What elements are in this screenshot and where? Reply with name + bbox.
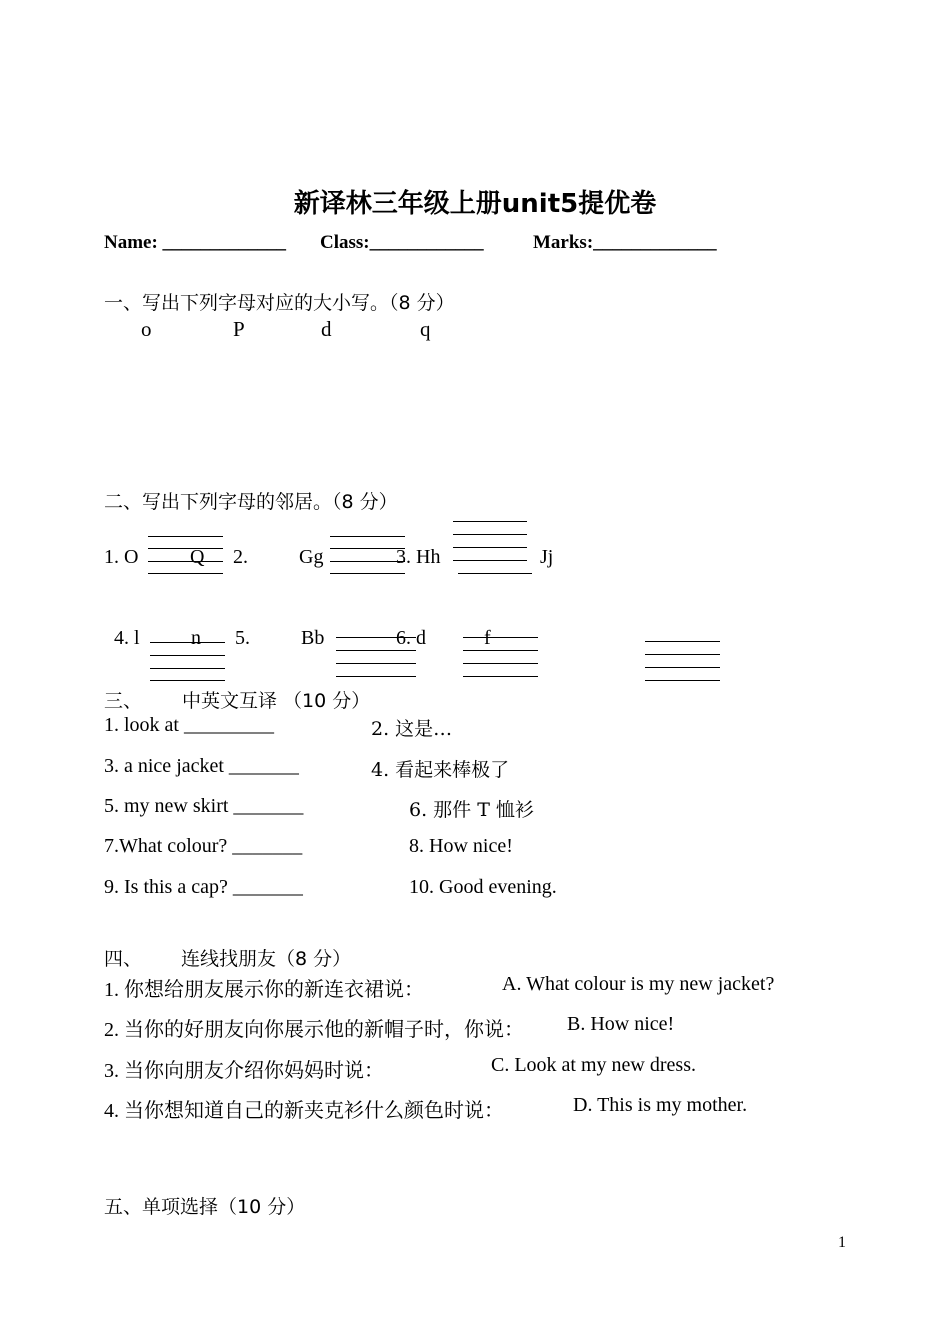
section3-heading-prefix: 三、 <box>104 690 143 712</box>
blank-line <box>330 548 405 549</box>
blank-line <box>336 676 416 677</box>
match-right-item: D. This is my mother. <box>573 1094 748 1116</box>
translation-item: 7.What colour? _______ <box>104 835 303 857</box>
blank-line <box>330 561 405 562</box>
blank-line <box>150 642 225 643</box>
section4-heading-prefix: 四、 <box>104 948 143 970</box>
neighbor-given-letter: f <box>484 627 491 649</box>
blank-line <box>150 668 225 669</box>
section1-letter: d <box>321 317 332 341</box>
marks-field-label: Marks:_____________ <box>533 232 717 253</box>
blank-line <box>330 536 405 537</box>
section1-heading: 一、写出下列字母对应的大小写。（8 分） <box>104 292 455 314</box>
blank-line <box>645 641 720 642</box>
section2-heading: 二、写出下列字母的邻居。（8 分） <box>104 491 398 513</box>
blank-line <box>453 547 527 548</box>
translation-item: 5. my new skirt _______ <box>104 795 304 817</box>
blank-line <box>148 548 223 549</box>
name-field-label: Name: _____________ <box>104 232 287 253</box>
section1-letter: P <box>233 317 245 341</box>
neighbor-given-letter: Jj <box>540 546 554 568</box>
match-left-item: 1. 你想给朋友展示你的新连衣裙说： <box>104 979 424 1001</box>
page-number: 1 <box>838 1234 846 1251</box>
section1-letter: o <box>141 317 152 341</box>
translation-item: 9. Is this a cap? _______ <box>104 876 303 898</box>
neighbor-given-letter: n <box>191 627 201 649</box>
translation-item: 6. 那件 T 恤衫 <box>409 799 534 821</box>
blank-line <box>330 573 405 574</box>
translation-item: 8. How nice! <box>409 835 513 857</box>
blank-line <box>336 663 416 664</box>
neighbor-given-letter: Gg <box>299 546 324 568</box>
match-left-item: 2. 当你的好朋友向你展示他的新帽子时，你说： <box>104 1019 524 1041</box>
blank-line <box>458 573 532 574</box>
neighbor-item-6: 6. d <box>396 627 426 649</box>
blank-line <box>645 680 720 681</box>
match-right-item: B. How nice! <box>567 1013 675 1035</box>
neighbor-given-letter: Bb <box>301 627 325 649</box>
blank-line <box>645 667 720 668</box>
class-field-label: Class:____________ <box>320 232 484 253</box>
blank-line <box>463 650 538 651</box>
blank-line <box>453 521 527 522</box>
translation-item: 3. a nice jacket _______ <box>104 755 299 777</box>
match-left-item: 4. 当你想知道自己的新夹克衫什么颜色时说： <box>104 1100 504 1122</box>
section4-heading: 连线找朋友（8 分） <box>181 948 352 970</box>
section3-heading: 中英文互译 （10 分） <box>182 690 371 712</box>
blank-line <box>645 654 720 655</box>
translation-item: 2. 这是… <box>371 718 453 740</box>
blank-line <box>148 573 223 574</box>
neighbor-item-4: 4. l <box>114 627 140 649</box>
neighbor-item-5: 5. <box>235 627 250 649</box>
blank-line <box>463 663 538 664</box>
match-right-item: A. What colour is my new jacket? <box>502 973 775 995</box>
blank-line <box>336 650 416 651</box>
blank-line <box>148 536 223 537</box>
blank-line <box>150 680 225 681</box>
blank-line <box>463 637 538 638</box>
neighbor-item-1: 1. O <box>104 546 139 568</box>
neighbor-item-2: 2. <box>233 546 248 568</box>
blank-line <box>463 676 538 677</box>
section1-letter: q <box>420 317 431 341</box>
translation-item: 10. Good evening. <box>409 876 557 898</box>
section5-heading: 五、单项选择（10 分） <box>104 1196 306 1218</box>
neighbor-given-letter: Q <box>190 546 205 568</box>
blank-line <box>150 655 225 656</box>
match-right-item: C. Look at my new dress. <box>491 1054 696 1076</box>
blank-line <box>453 534 527 535</box>
match-left-item: 3. 当你向朋友介绍你妈妈时说： <box>104 1060 384 1082</box>
blank-line <box>148 561 223 562</box>
blank-line <box>453 560 527 561</box>
neighbor-item-3: 3. Hh <box>396 546 441 568</box>
translation-item: 4. 看起来棒极了 <box>371 759 510 781</box>
translation-item: 1. look at _________ <box>104 714 274 736</box>
page-title: 新译林三年级上册unit5提优卷 <box>293 189 657 219</box>
